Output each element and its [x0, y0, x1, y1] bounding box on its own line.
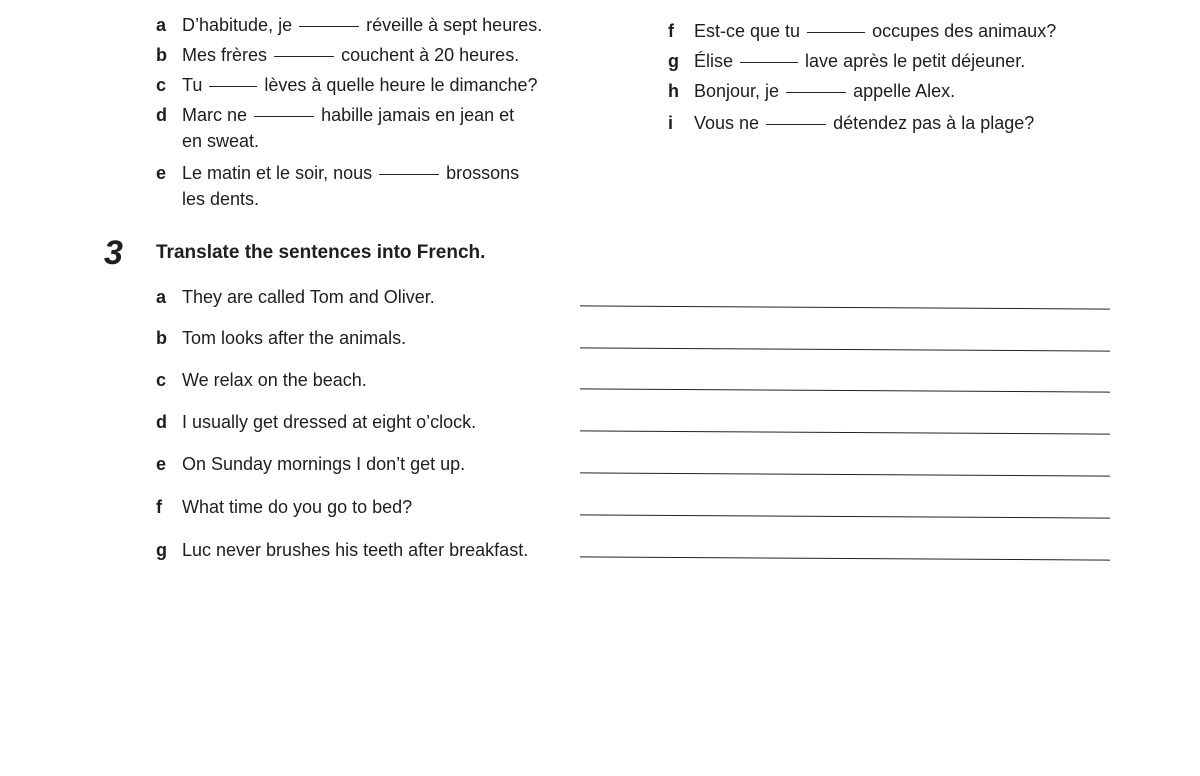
item-text-after: couchent à 20 heures.	[341, 45, 520, 65]
item-letter: a	[156, 287, 167, 307]
exercise-instructions: Translate the sentences into French.	[156, 242, 486, 263]
item-text-before: Élise	[694, 51, 734, 71]
item-text-before: Mes frères	[182, 45, 268, 65]
answer-blank[interactable]	[379, 174, 439, 175]
item-letter: i	[668, 113, 674, 133]
item-sentence: I usually get dressed at eight o’clock.	[182, 412, 477, 432]
item-text-before: Tu	[182, 75, 203, 95]
item-text-after: réveille à sept heures.	[366, 15, 543, 35]
item-text-after: habille jamais en jean et	[321, 105, 515, 125]
item-text-before: Bonjour, je	[694, 81, 780, 101]
item-text-continued: les dents.	[182, 189, 260, 209]
item-letter: b	[156, 328, 167, 348]
answer-line[interactable]	[580, 430, 1110, 434]
item-text-before: Vous ne	[694, 113, 760, 133]
item-text-continued: en sweat.	[182, 131, 260, 151]
answer-blank[interactable]	[299, 26, 359, 27]
item-letter: b	[156, 45, 167, 65]
answer-line[interactable]	[580, 347, 1110, 351]
answer-blank[interactable]	[209, 86, 257, 87]
item-sentence: We relax on the beach.	[182, 370, 367, 390]
answer-line[interactable]	[580, 472, 1110, 476]
item-sentence: Luc never brushes his teeth after breakfast.	[182, 540, 529, 560]
item-text-after: occupes des animaux?	[872, 21, 1057, 41]
item-letter: e	[156, 454, 167, 474]
item-text-before: Est-ce que tu	[694, 21, 801, 41]
item-text-after: lave après le petit déjeuner.	[805, 51, 1026, 71]
item-letter: g	[156, 540, 167, 560]
item-letter: d	[156, 105, 167, 125]
item-letter: d	[156, 412, 167, 432]
item-letter: h	[668, 81, 679, 101]
answer-blank[interactable]	[766, 124, 826, 125]
item-sentence: Tom looks after the animals.	[182, 328, 407, 348]
item-text-after: détendez pas à la plage?	[833, 113, 1035, 133]
item-letter: f	[156, 497, 162, 517]
answer-blank[interactable]	[274, 56, 334, 57]
item-text-after: appelle Alex.	[853, 81, 956, 101]
item-sentence: On Sunday mornings I don’t get up.	[182, 454, 466, 474]
item-sentence: They are called Tom and Oliver.	[182, 287, 435, 307]
answer-blank[interactable]	[740, 62, 798, 63]
item-letter: g	[668, 51, 679, 71]
item-letter: f	[668, 21, 674, 41]
answer-blank[interactable]	[254, 116, 314, 117]
item-text-after: lèves à quelle heure le dimanche?	[264, 75, 538, 95]
item-text-before: D’habitude, je	[182, 15, 293, 35]
item-letter: a	[156, 15, 167, 35]
answer-line[interactable]	[580, 388, 1110, 392]
answer-blank[interactable]	[807, 32, 865, 33]
answer-blank[interactable]	[786, 92, 846, 93]
item-text-after: brossons	[446, 163, 520, 183]
answer-line[interactable]	[580, 556, 1110, 560]
item-sentence: What time do you go to bed?	[182, 497, 413, 517]
item-text-before: Marc ne	[182, 105, 248, 125]
item-letter: c	[156, 75, 167, 95]
item-letter: c	[156, 370, 167, 390]
answer-line[interactable]	[580, 305, 1110, 309]
item-text-before: Le matin et le soir, nous	[182, 163, 373, 183]
item-letter: e	[156, 163, 167, 183]
answer-line[interactable]	[580, 514, 1110, 518]
exercise-number: 3	[104, 234, 123, 272]
